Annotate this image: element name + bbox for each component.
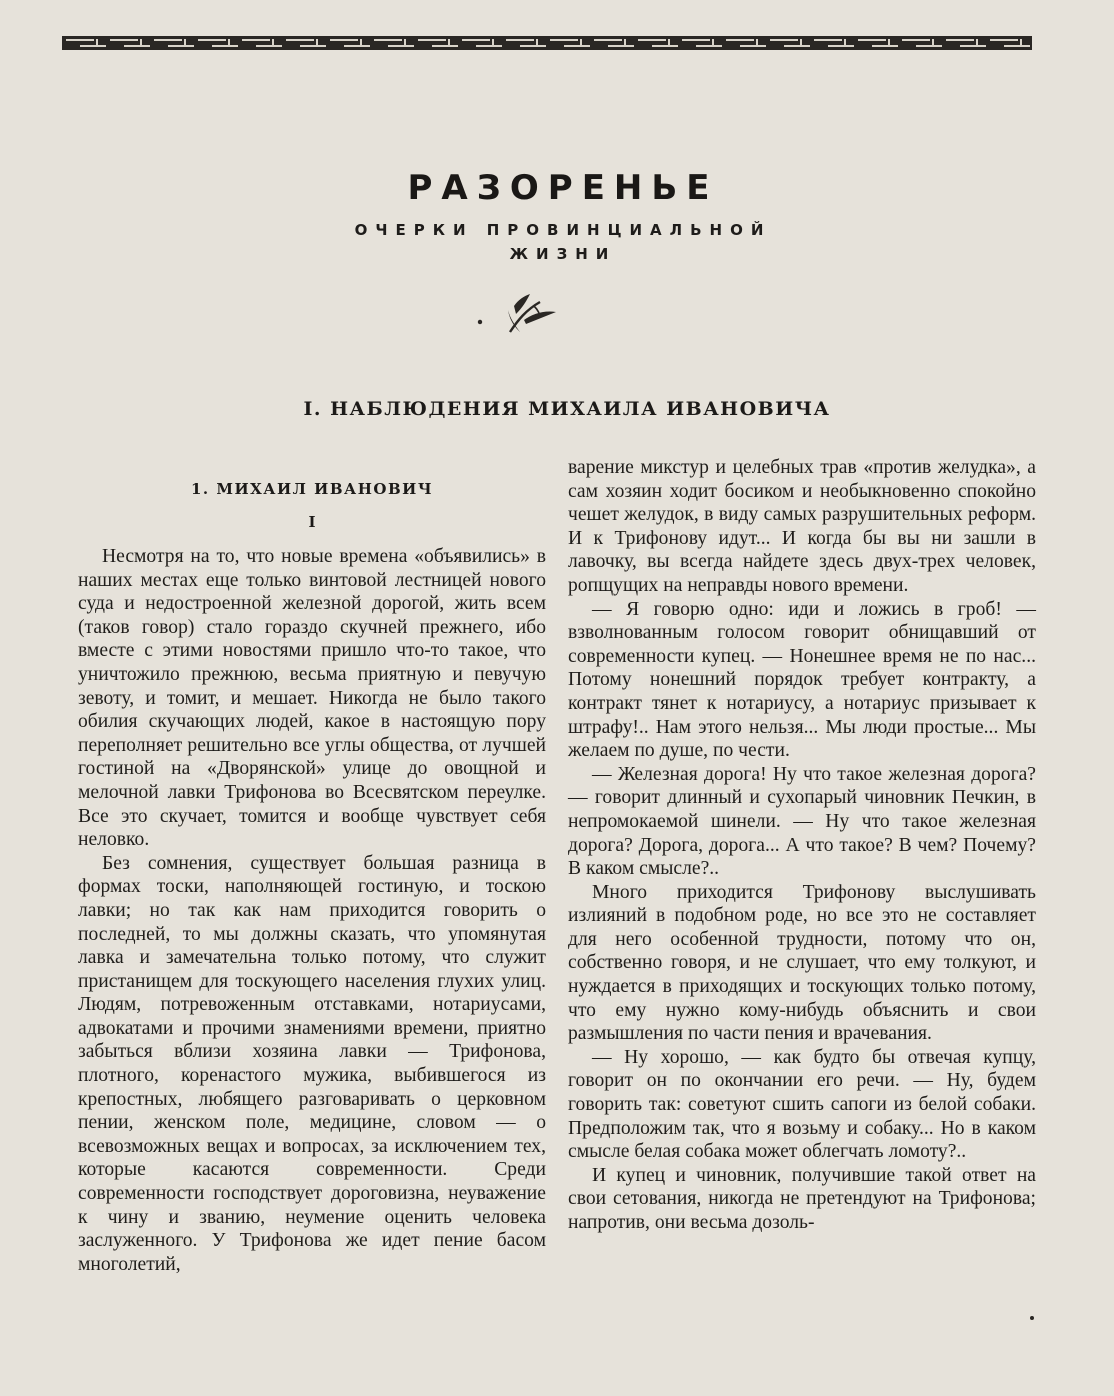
leaf-sprig-icon (474, 280, 584, 340)
article-subtitle-line-1: ОЧЕРКИ ПРОВИНЦИАЛЬНОЙ (354, 221, 772, 239)
paragraph: — Ну хорошо, — как будто бы отвечая купцу, говорит он по окончании его речи. — Ну, будем говорить так: советуют сшить сапоги из белой собаки. Предположим так, что я возьму и собаку... Но в каком смысле белая собака может облегчать ломоту?.. (568, 1046, 1036, 1163)
paragraph: — Железная дорога! Ну что такое железная дорога? — говорит длинный и сухопарый чиновник Печкин, в непромокаемой шинели. — Ну что такое железная дорога? Дорога, дорога... А что такое? В чем? Почему? В каком смысле?.. (568, 763, 1036, 880)
section-number: I (308, 513, 316, 531)
page-mark-dot (1030, 1316, 1034, 1320)
part-heading: I. НАБЛЮДЕНИЯ МИХАИЛА ИВАНОВИЧА (303, 398, 831, 420)
paragraph: Несмотря на то, что новые времена «объявились» в наших местах еще только винтовой лестницей нового суда и недостроенной железной дорогой, жить всем (таков говор) стало гораздо скучней прежнего, ибо вместе с этими новостями пришло что-то такое, что уничтожило прежнюю, весьма приятную и певучую зевоту, и томит, и мешает. Никогда не было такого обилия скучающих людей, какое в настоящую пору переполняет решительно все углы общества, от лучшей гостиной на «Дворянской» улице до овощной и мелочной лавки Трифонова во Всесвятском переулке. Все это скучает, томится и вообще чувствует себя неловко. (78, 546, 546, 851)
paragraph: Много приходится Трифонову выслушивать излияний в подобном роде, но все это не составляет для него особенной трудности, потому что он, собственно говоря, и не слушает, что ему толкуют, и нуждается в приходящих и тоскующих только потому, что ему нужно кому-нибудь объяснить и свои размышления по части пения и врачевания. (568, 881, 1036, 1045)
article-title: РАЗОРЕНЬЕ (407, 168, 719, 208)
article-subtitle-line-2: ЖИЗНИ (509, 245, 617, 263)
paragraph: И купец и чиновник, получившие такой ответ на свои сетования, никогда не претендуют на Трифонова; напротив, они весьма дозоль- (568, 1164, 1036, 1233)
decorative-border-band (62, 36, 1032, 50)
chapter-heading: 1. МИХАИЛ ИВАНОВИЧ (190, 480, 434, 498)
ornament-dot (478, 320, 482, 324)
right-column (568, 456, 1036, 1235)
border-band-icon (62, 36, 1032, 50)
paragraph: — Я говорю одно: иди и ложись в гроб! — взволнованным голосом говорит обнищавший от современности купец. — Нонешнее время не по нас... Потому нонешний порядок требует контракту, а контракт тянет к нотариусу, а нотариус призывает к штрафу!.. Нам этого нельзя... Мы люди простые... Мы желаем по душе, по чести. (568, 598, 1036, 762)
left-column (78, 545, 546, 1276)
leaf-sprig-ornament (474, 280, 584, 340)
paragraph: Без сомнения, существует большая разница в формах тоски, наполняющей гостиную, и тоскою лавки; но так как нам приходится говорить о последней, то мы должны сказать, что упомянутая лавка и замечательна только потому, что служит пристанищем для тоскующего населения глухих улиц. Людям, потревоженным отставками, нотариусами, адвокатами и прочими знамениями времени, приятно забыться вблизи хозяина лавки — Трифонова, плотного, коренастого мужика, выбившегося из крепостных, любящего разговаривать о церковном пении, женском поле, медицине, словом — о всевозможных вещах и вопросах, за исключением тех, которые касаются современности. Среди современности господствует дороговизна, неуважение к чину и званию, неумение оценить человека заслуженного. У Трифонова же идет пение басом многолетий, (78, 852, 546, 1275)
paragraph: варение микстур и целебных трав «против желудка», а сам хозяин ходит босиком и необыкновенно спокойно чешет желудок, в виду самых разрушительных реформ. И к Трифонову идут... И когда бы вы ни зашли в лавочку, вы всегда найдете здесь двух-трех человек, ропщущих на неправды нового времени. (568, 457, 1036, 596)
